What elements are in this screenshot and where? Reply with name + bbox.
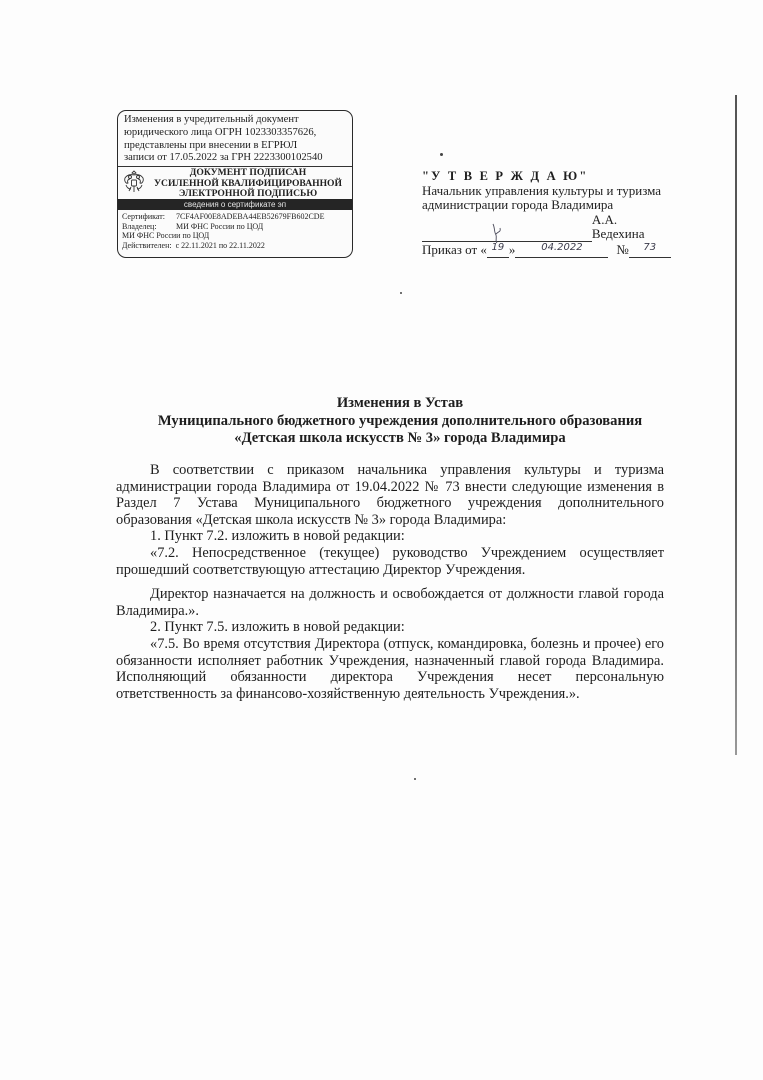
owner-label: Владелец: (122, 221, 157, 231)
signatory-name: А.А. Ведехина (591, 211, 645, 242)
item-2-heading: 2. Пункт 7.5. изложить в новой редакции: (150, 619, 405, 636)
order-day-field (487, 241, 509, 258)
order-prefix: Приказ от « (422, 241, 487, 257)
validity-row (122, 241, 348, 251)
scan-speck (400, 292, 402, 294)
owner-row (122, 222, 348, 232)
certificate-value: 7CF4AF00E8ADEBA44EB52679FB602CDE (176, 212, 325, 221)
registration-line: юридического лица ОГРН 1023303357626, (124, 126, 317, 138)
order-number-field (629, 241, 671, 258)
approval-block (422, 169, 672, 258)
approver-organization: администрации города Владимира (422, 197, 614, 213)
signature-field (422, 228, 592, 242)
registration-line: Изменения в учредительный документ (124, 114, 299, 125)
certificate-info-bar: сведения о сертификате эп (118, 199, 352, 210)
intro-paragraph: В соответствии с приказом начальника управления культуры и туризма администрации города Владимира от 19.04.2022 № 73 внести следующие изменения в Раздел 7 Устава Муниципального бюджетного учреждения дополнительного образования «Детская школа искусств № 3» города Владимира: (116, 462, 664, 528)
signature-title-line: ДОКУМЕНТ ПОДПИСАН (189, 167, 307, 178)
order-quote-close: » (508, 241, 516, 257)
approval-heading: "У Т В Е Р Ж Д А Ю" (422, 169, 589, 183)
issuer: МИ ФНС России по ЦОД (122, 231, 210, 241)
order-number-label: № (616, 241, 629, 257)
item-2-text: «7.5. Во время отсутствия Директора (отпуск, командировка, болезнь и прочее) его обязанности исполняет работник Учреждения, назначенный главой города Владимира. Исполняющий обязанности директора Учреждения несет персональную ответственность за финансово-хозяйственную деятельность Учреждения.». (116, 635, 664, 702)
order-line (422, 243, 672, 258)
registration-stamp (117, 110, 353, 258)
order-day: 19 (491, 241, 505, 253)
scan-speck (440, 153, 443, 156)
scan-speck (414, 778, 416, 780)
signature-title (148, 168, 348, 200)
item-1-text-2: Директор назначается на должность и освобождается от должности главой города Владимира.». (116, 586, 664, 619)
scan-edge-line (735, 95, 737, 755)
signature-line (422, 213, 672, 242)
order-number: 73 (643, 241, 657, 253)
order-date-field (515, 241, 608, 258)
certificate-row (122, 212, 348, 222)
document-title (130, 395, 670, 448)
certificate-label: Сертификат: (122, 212, 165, 221)
signature-title-line: УСИЛЕННОЙ КВАЛИФИЦИРОВАННОЙ (154, 177, 342, 189)
registration-line: представлены при внесении в ЕГРЮЛ (124, 139, 298, 151)
order-month-year: 04.2022 (541, 241, 583, 253)
validity-label: Действителен: (122, 240, 172, 250)
signature-title-line: ЭЛЕКТРОННОЙ ПОДПИСЬЮ (178, 188, 318, 199)
approver-position: Начальник управления культуры и туризма (422, 182, 662, 198)
document-body (116, 462, 664, 702)
title-line: Муниципального бюджетного учреждения дополнительного образования (157, 412, 643, 429)
validity-value: с 22.11.2021 по 22.11.2022 (175, 240, 265, 250)
registration-line: записи от 17.05.2022 за ГРН 2223300102540 (124, 152, 323, 164)
certificate-details (118, 210, 352, 250)
registration-text (118, 111, 352, 167)
item-1-text: «7.2. Непосредственное (текущее) руководство Учреждением осуществляет прошедший соответствующую аттестацию Директор Учреждения. (116, 544, 664, 578)
owner-value: МИ ФНС России по ЦОД (176, 221, 264, 231)
title-line: Изменения в Устав (336, 395, 464, 411)
title-line: «Детская школа искусств № 3» города Владимира (234, 430, 566, 446)
signature-stamp (118, 167, 352, 199)
item-1-heading: 1. Пункт 7.2. изложить в новой редакции: (150, 528, 405, 545)
russian-coat-of-arms-icon (122, 169, 146, 195)
